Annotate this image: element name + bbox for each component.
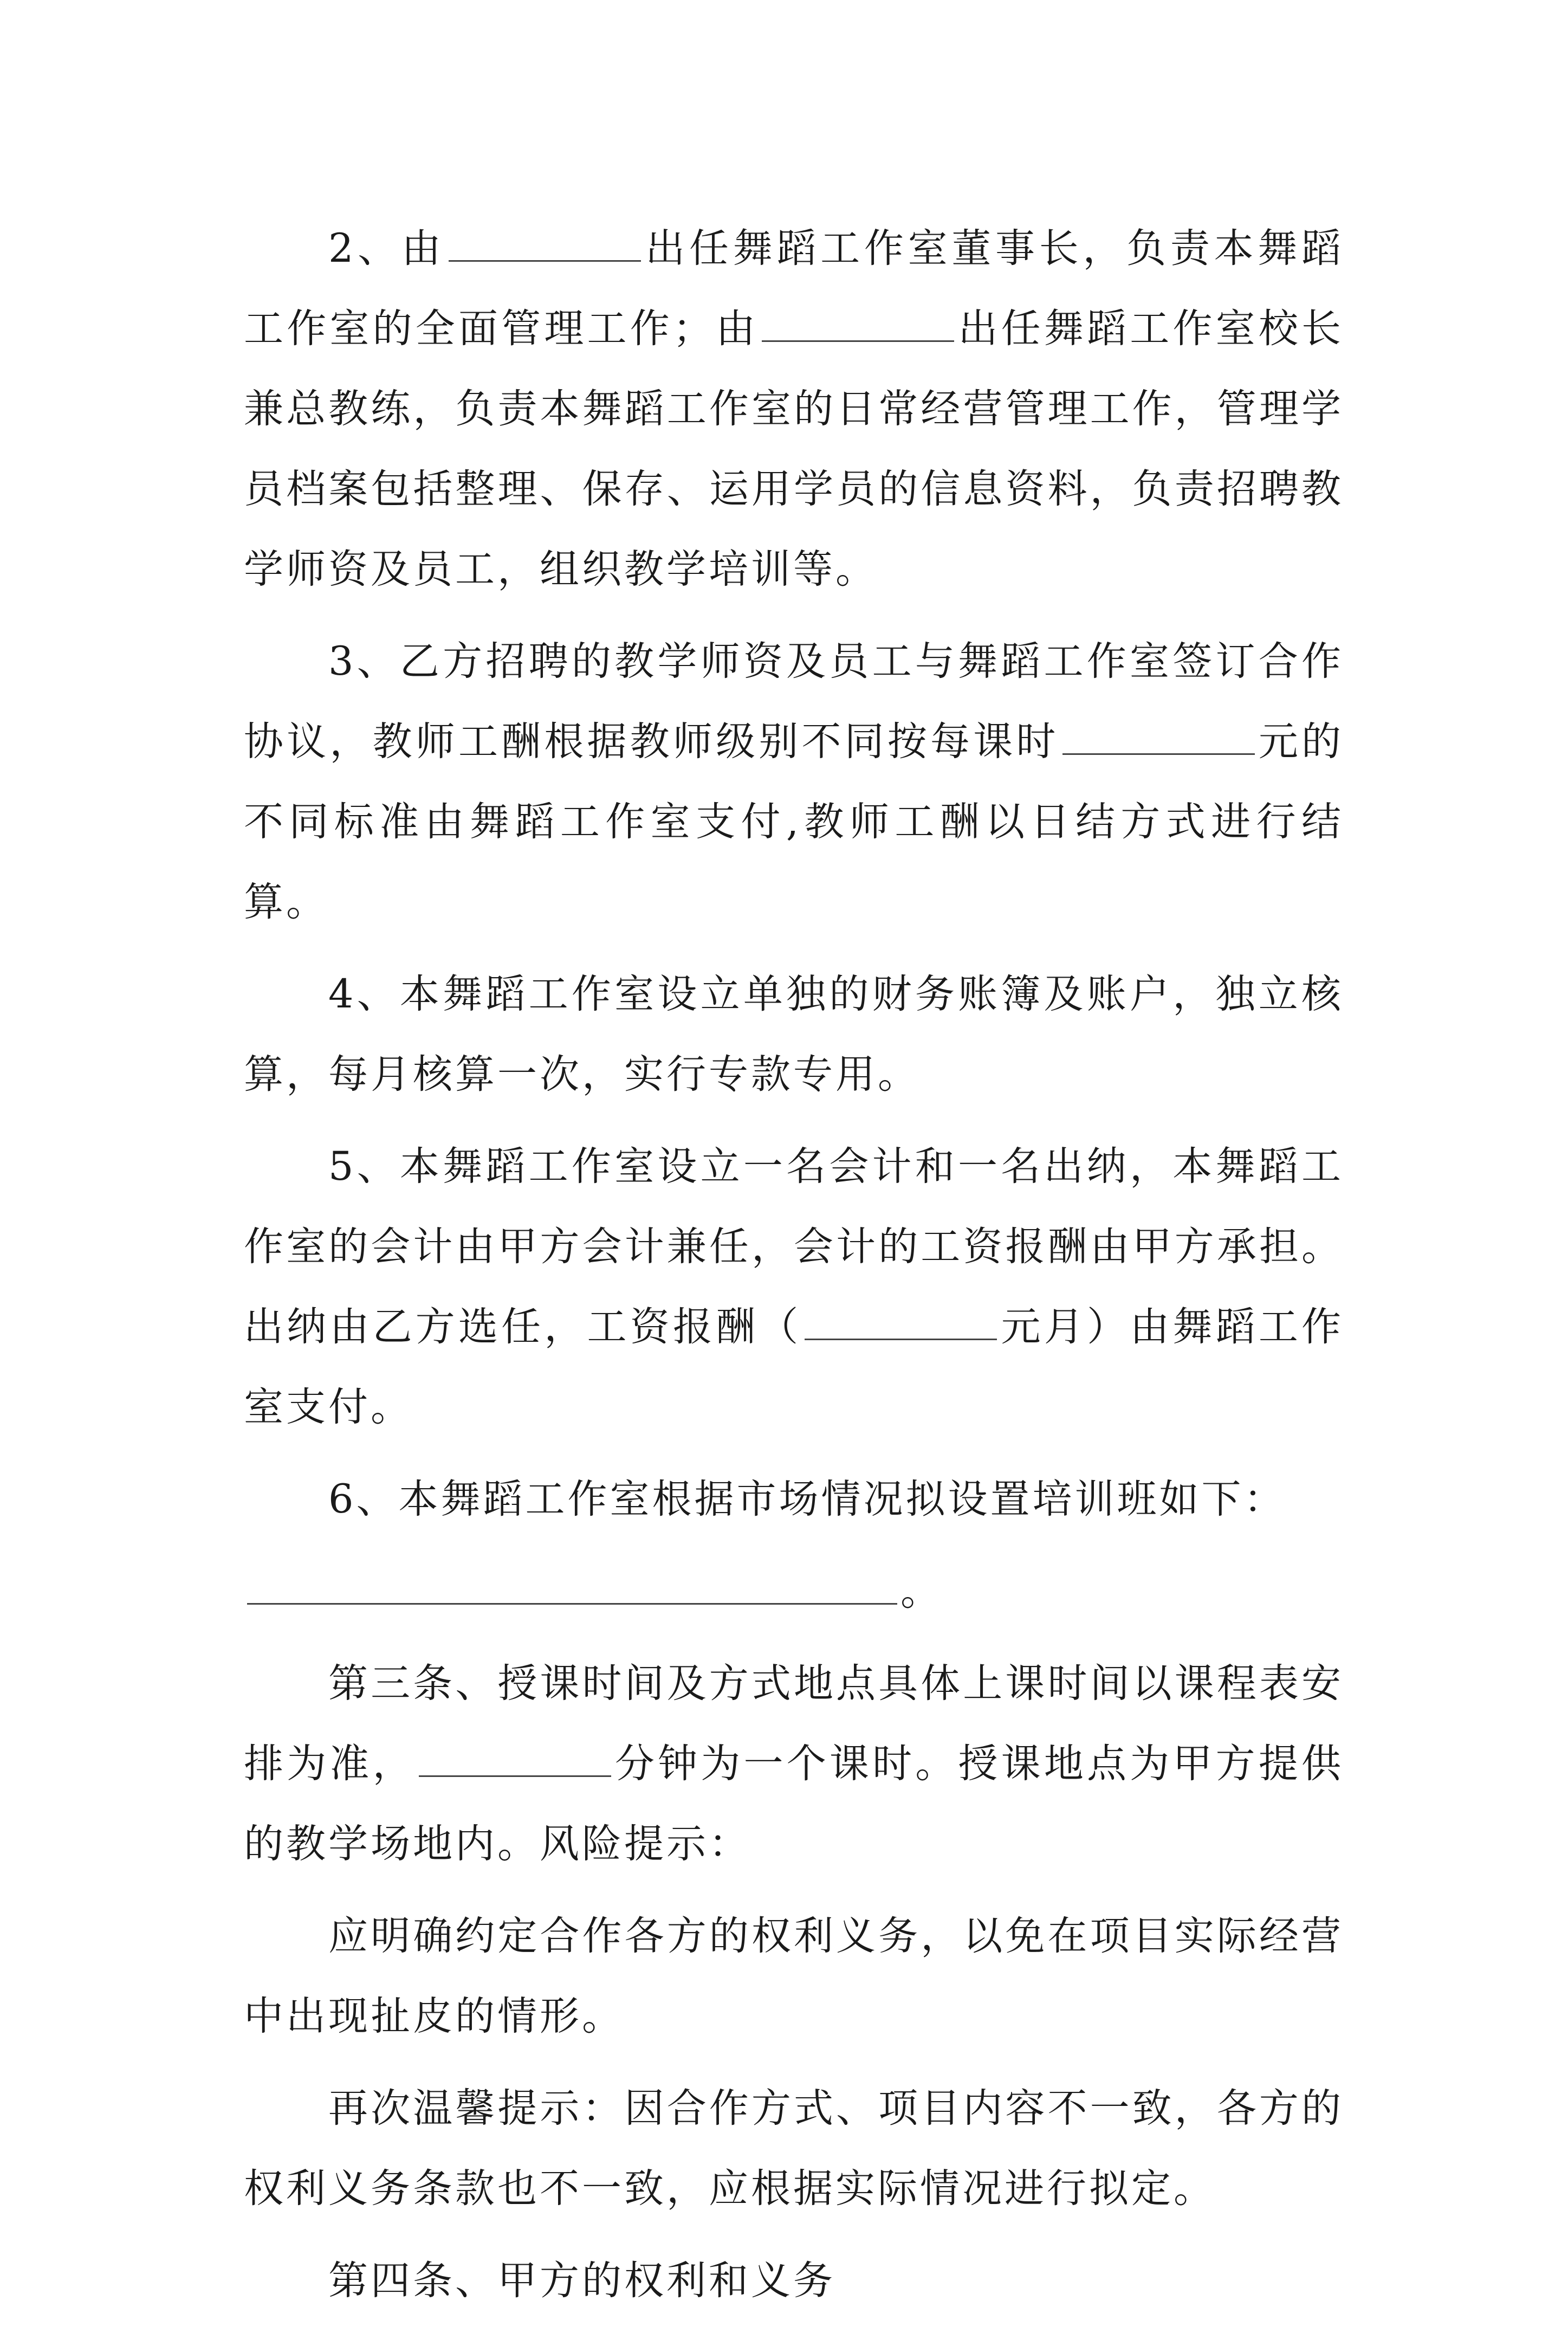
risk-note: 应明确约定合作各方的权利义务，以免在项目实际经营中出现扯皮的情形。 xyxy=(244,1913,1344,2039)
fill-blank xyxy=(1062,721,1255,755)
paragraph-2 xyxy=(244,209,1344,610)
text-segment: 2、由 xyxy=(328,225,445,272)
paragraph-5 xyxy=(244,1127,1344,1447)
text-segment: 元的不同标准由舞蹈工作室支付,教师工酬以日结方式进行结算。 xyxy=(244,719,1344,925)
text-segment: 5、本舞蹈工作室设立一名会计和一名出纳，本舞蹈工作室的会计由甲方会计兼任，会计的工资报酬由甲方承担。出纳由乙方选任，工资报酬（ xyxy=(244,1143,1344,1350)
text-segment: 。 xyxy=(900,1568,943,1614)
text-segment: 元月）由舞蹈工作室支付。 xyxy=(244,1304,1344,1430)
article-4-heading: 第四条、甲方的权利和义务 xyxy=(328,2258,835,2304)
text-segment: 出任舞蹈工作室校长兼总教练，负责本舞蹈工作室的日常经营管理工作，管理学员档案包括整理、保存、运用学员的信息资料，负责招聘教学师资及员工，组织教学培训等。 xyxy=(244,306,1344,592)
fill-blank xyxy=(805,1306,997,1340)
fill-blank xyxy=(247,1571,897,1605)
paragraph-4: 4、本舞蹈工作室设立单独的财务账簿及账户，独立核算，每月核算一次，实行专款专用。 xyxy=(244,971,1344,1097)
paragraph-3 xyxy=(244,622,1344,942)
fill-blank xyxy=(449,228,641,262)
reminder-note: 再次温馨提示：因合作方式、项目内容不一致，各方的权利义务条款也不一致，应根据实际情况进行拟定。 xyxy=(244,2085,1344,2212)
fill-blank xyxy=(762,308,954,342)
article-3 xyxy=(244,1644,1344,1884)
fill-blank xyxy=(419,1743,611,1777)
paragraph-6: 6、本舞蹈工作室根据市场情况拟设置培训班如下： xyxy=(328,1476,1286,1522)
paragraph-6-blank-line xyxy=(244,1552,1344,1632)
text-segment: 出任舞蹈工作室董事长，负责本舞蹈工作室的全面管理工作；由 xyxy=(244,225,1344,352)
text-segment: 分钟为一个课时。授课地点为甲方提供的教学场地内。风险提示： xyxy=(244,1741,1344,1867)
text-segment: 第三条、授课时间及方式地点具体上课时间以课程表安排为准， xyxy=(244,1660,1344,1787)
document-body xyxy=(244,209,1344,2333)
text-segment: 3、乙方招聘的教学师资及员工与舞蹈工作室签订合作协议，教师工酬根据教师级别不同按每课时 xyxy=(244,638,1344,765)
